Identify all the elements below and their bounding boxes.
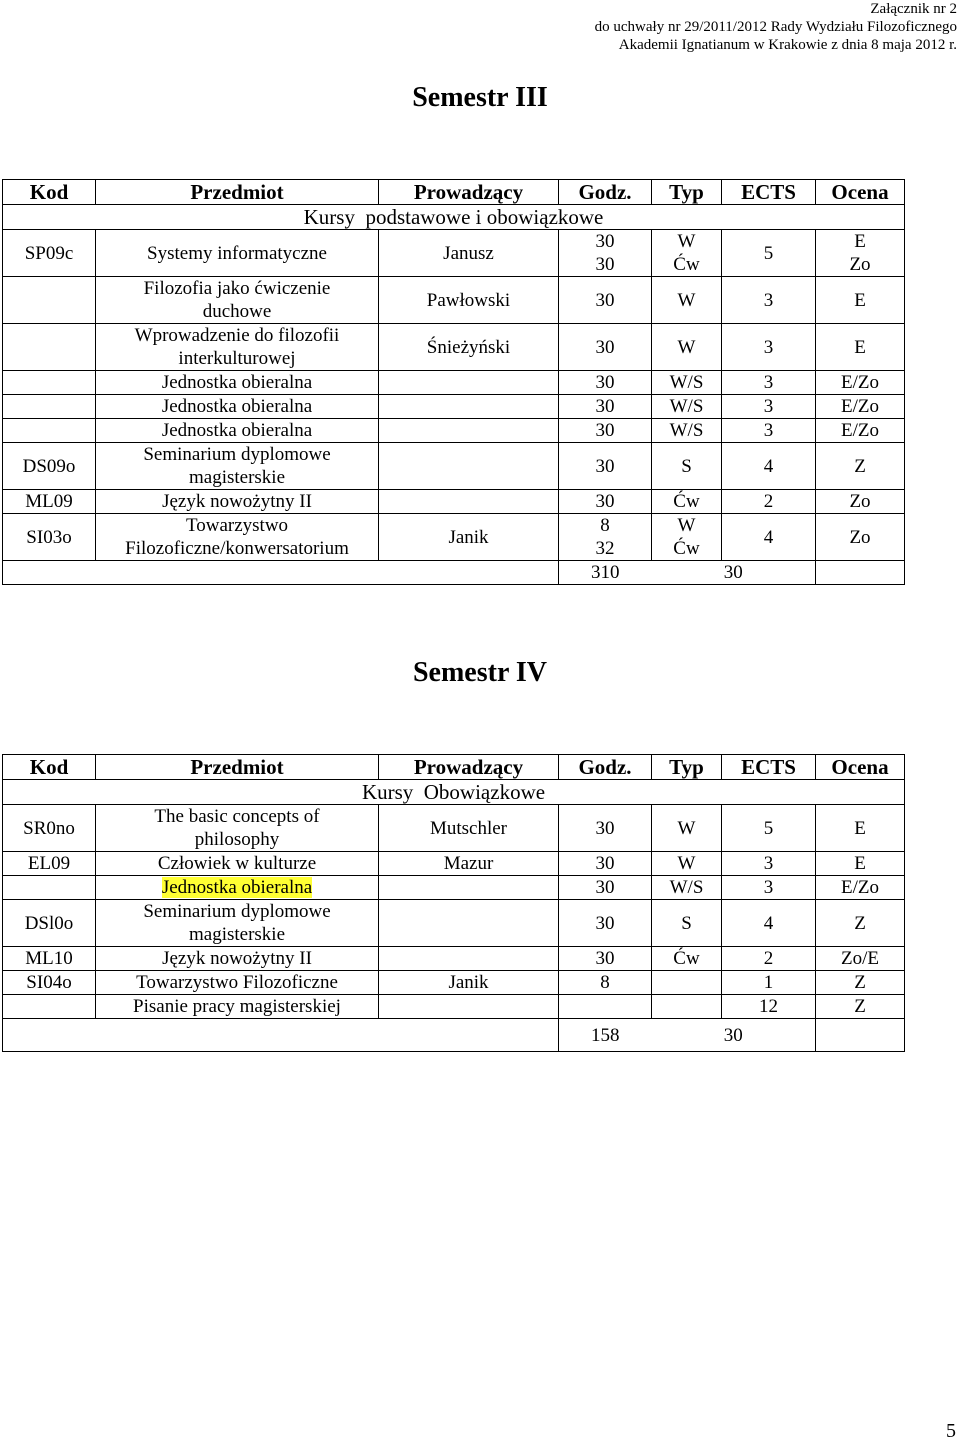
total-ects: 30 [652, 1019, 816, 1052]
cell-przedmiot [96, 876, 379, 900]
cell-typ: W [652, 324, 722, 371]
cell-prowadzacy [379, 395, 559, 419]
cell-godz: 30 [559, 277, 652, 324]
semester-4-title: Semestr IV [412, 657, 547, 688]
cell-ects: 3 [722, 852, 816, 876]
cell-ocena: E/Zo [816, 395, 905, 419]
cell-kod [3, 324, 96, 371]
cell-typ: W/S [652, 395, 722, 419]
column-header-przedmiot: Przedmiot [96, 755, 379, 780]
cell-godz: 30 [559, 395, 652, 419]
column-header-prowadzacy: Prowadzący [379, 180, 559, 205]
semester-3-table [2, 179, 905, 585]
cell-kod [3, 371, 96, 395]
attachment-note-line: Załącznik nr 2 [870, 1, 957, 17]
cell-ocena: Z [816, 900, 905, 947]
cell-przedmiot: Systemy informatyczne [96, 230, 379, 277]
cell-kod [3, 995, 96, 1019]
cell-kod: SI04o [3, 971, 96, 995]
cell-ects: 5 [722, 805, 816, 852]
cell-ects: 4 [722, 900, 816, 947]
course-row [3, 947, 905, 971]
cell-prowadzacy: Pawłowski [379, 277, 559, 324]
semester-3-title: Semestr III [412, 82, 548, 113]
course-row [3, 995, 905, 1019]
cell-prowadzacy [379, 876, 559, 900]
cell-ects: 3 [722, 277, 816, 324]
cell-ocena: Zo [816, 514, 905, 561]
course-row [3, 371, 905, 395]
cell-kod: EL09 [3, 852, 96, 876]
column-header-przedmiot: Przedmiot [96, 180, 379, 205]
cell-przedmiot: Jednostka obieralna [96, 395, 379, 419]
cell-godz: 8 32 [559, 514, 652, 561]
cell-przedmiot: Język nowożytny II [96, 490, 379, 514]
cell-ocena: E [816, 277, 905, 324]
cell-prowadzacy: Mutschler [379, 805, 559, 852]
cell-ects: 3 [722, 324, 816, 371]
cell-typ: W/S [652, 419, 722, 443]
cell-ocena: E [816, 324, 905, 371]
total-hours: 310 [559, 561, 652, 585]
cell-przedmiot: Towarzystwo Filozoficzne [96, 971, 379, 995]
cell-kod [3, 277, 96, 324]
column-header-kod: Kod [3, 755, 96, 780]
cell-typ: S [652, 900, 722, 947]
cell-prowadzacy [379, 443, 559, 490]
course-row [3, 971, 905, 995]
cell-prowadzacy: Mazur [379, 852, 559, 876]
course-row [3, 277, 905, 324]
cell-ocena: E [816, 805, 905, 852]
cell-godz: 30 [559, 419, 652, 443]
cell-godz: 30 [559, 443, 652, 490]
cell-typ: S [652, 443, 722, 490]
cell-przedmiot: Człowiek w kulturze [96, 852, 379, 876]
cell-przedmiot: The basic concepts of philosophy [96, 805, 379, 852]
cell-godz: 8 [559, 971, 652, 995]
cell-przedmiot: Jednostka obieralna [96, 419, 379, 443]
column-header-ects: ECTS [722, 755, 816, 780]
section-row [3, 205, 905, 230]
course-row [3, 443, 905, 490]
total-hours: 158 [559, 1019, 652, 1052]
cell-ects: 2 [722, 490, 816, 514]
column-header-typ: Typ [652, 180, 722, 205]
cell-kod: SP09c [3, 230, 96, 277]
cell-przedmiot: Jednostka obieralna [96, 371, 379, 395]
course-row [3, 805, 905, 852]
cell-ocena: E/Zo [816, 876, 905, 900]
cell-godz: 30 [559, 852, 652, 876]
course-row [3, 852, 905, 876]
cell-ects: 3 [722, 876, 816, 900]
cell-kod: ML10 [3, 947, 96, 971]
cell-prowadzacy: Janusz [379, 230, 559, 277]
cell-ocena: Z [816, 443, 905, 490]
total-ects: 30 [652, 561, 816, 585]
cell-godz: 30 [559, 947, 652, 971]
cell-typ: W [652, 805, 722, 852]
cell-prowadzacy [379, 900, 559, 947]
cell-ects: 4 [722, 443, 816, 490]
cell-ocena: Zo/E [816, 947, 905, 971]
cell-prowadzacy [379, 490, 559, 514]
cell-godz: 30 [559, 324, 652, 371]
cell-ects: 1 [722, 971, 816, 995]
cell-ocena: Z [816, 971, 905, 995]
cell-typ: W/S [652, 876, 722, 900]
cell-prowadzacy [379, 995, 559, 1019]
cell-prowadzacy [379, 371, 559, 395]
attachment-note-line: do uchwały nr 29/2011/2012 Rady Wydziału Filozoficznego [594, 19, 957, 35]
cell-ects: 3 [722, 419, 816, 443]
cell-przedmiot: Język nowożytny II [96, 947, 379, 971]
cell-przedmiot: Pisanie pracy magisterskiej [96, 995, 379, 1019]
cell-typ: W [652, 277, 722, 324]
course-row [3, 900, 905, 947]
cell-typ [652, 995, 722, 1019]
cell-ects: 4 [722, 514, 816, 561]
total-row [3, 1019, 905, 1052]
highlighted-subject: Jednostka obieralna [161, 877, 313, 898]
cell-godz: 30 [559, 371, 652, 395]
table-header-row [3, 180, 905, 205]
page-number: 5 [946, 1420, 956, 1442]
cell-godz: 30 [559, 490, 652, 514]
cell-kod: SR0no [3, 805, 96, 852]
cell-godz: 30 [559, 876, 652, 900]
cell-przedmiot: Seminarium dyplomowe magisterskie [96, 900, 379, 947]
total-blank [3, 1019, 559, 1052]
cell-przedmiot: Towarzystwo Filozoficzne/konwersatorium [96, 514, 379, 561]
cell-ects: 5 [722, 230, 816, 277]
cell-ects: 3 [722, 395, 816, 419]
cell-godz: 30 [559, 805, 652, 852]
column-header-godz: Godz. [559, 180, 652, 205]
cell-ocena: Z [816, 995, 905, 1019]
section-title: Kursy Obowiązkowe [3, 780, 905, 805]
course-row [3, 490, 905, 514]
cell-ocena: E/Zo [816, 419, 905, 443]
table-header-row [3, 755, 905, 780]
course-row [3, 514, 905, 561]
cell-ocena: E Zo [816, 230, 905, 277]
semester-4-body [3, 755, 905, 1052]
cell-kod [3, 876, 96, 900]
cell-typ: W [652, 852, 722, 876]
cell-kod: SI03o [3, 514, 96, 561]
course-row [3, 324, 905, 371]
cell-kod: ML09 [3, 490, 96, 514]
attachment-note [595, 0, 957, 54]
cell-prowadzacy [379, 419, 559, 443]
cell-kod: DS09o [3, 443, 96, 490]
cell-godz [559, 995, 652, 1019]
column-header-ects: ECTS [722, 180, 816, 205]
cell-przedmiot: Seminarium dyplomowe magisterskie [96, 443, 379, 490]
cell-typ: W Ćw [652, 514, 722, 561]
section-title: Kursy podstawowe i obowiązkowe [3, 205, 905, 230]
cell-ocena: Zo [816, 490, 905, 514]
cell-typ: Ćw [652, 947, 722, 971]
column-header-prowadzacy: Prowadzący [379, 755, 559, 780]
cell-typ [652, 971, 722, 995]
cell-ects: 2 [722, 947, 816, 971]
total-blank [3, 561, 559, 585]
total-blank [816, 1019, 905, 1052]
cell-przedmiot: Wprowadzenie do filozofii interkulturowej [96, 324, 379, 371]
column-header-ocena: Ocena [816, 755, 905, 780]
section-row [3, 780, 905, 805]
course-row [3, 876, 905, 900]
cell-prowadzacy [379, 947, 559, 971]
column-header-kod: Kod [3, 180, 96, 205]
course-row [3, 395, 905, 419]
cell-kod [3, 419, 96, 443]
cell-ocena: E [816, 852, 905, 876]
cell-ects: 3 [722, 371, 816, 395]
semester-3-body [3, 180, 905, 585]
cell-kod [3, 395, 96, 419]
cell-ects: 12 [722, 995, 816, 1019]
cell-kod: DSl0o [3, 900, 96, 947]
cell-przedmiot: Filozofia jako ćwiczenie duchowe [96, 277, 379, 324]
cell-ocena: E/Zo [816, 371, 905, 395]
cell-godz: 30 30 [559, 230, 652, 277]
total-blank [816, 561, 905, 585]
attachment-note-line: Akademii Ignatianum w Krakowie z dnia 8 maja 2012 r. [618, 37, 957, 53]
cell-typ: W Ćw [652, 230, 722, 277]
cell-godz: 30 [559, 900, 652, 947]
column-header-typ: Typ [652, 755, 722, 780]
cell-typ: W/S [652, 371, 722, 395]
cell-prowadzacy: Janik [379, 971, 559, 995]
total-row [3, 561, 905, 585]
semester-4-table [2, 754, 905, 1052]
cell-prowadzacy: Śnieżyński [379, 324, 559, 371]
column-header-ocena: Ocena [816, 180, 905, 205]
course-row [3, 419, 905, 443]
course-row [3, 230, 905, 277]
cell-prowadzacy: Janik [379, 514, 559, 561]
column-header-godz: Godz. [559, 755, 652, 780]
cell-typ: Ćw [652, 490, 722, 514]
